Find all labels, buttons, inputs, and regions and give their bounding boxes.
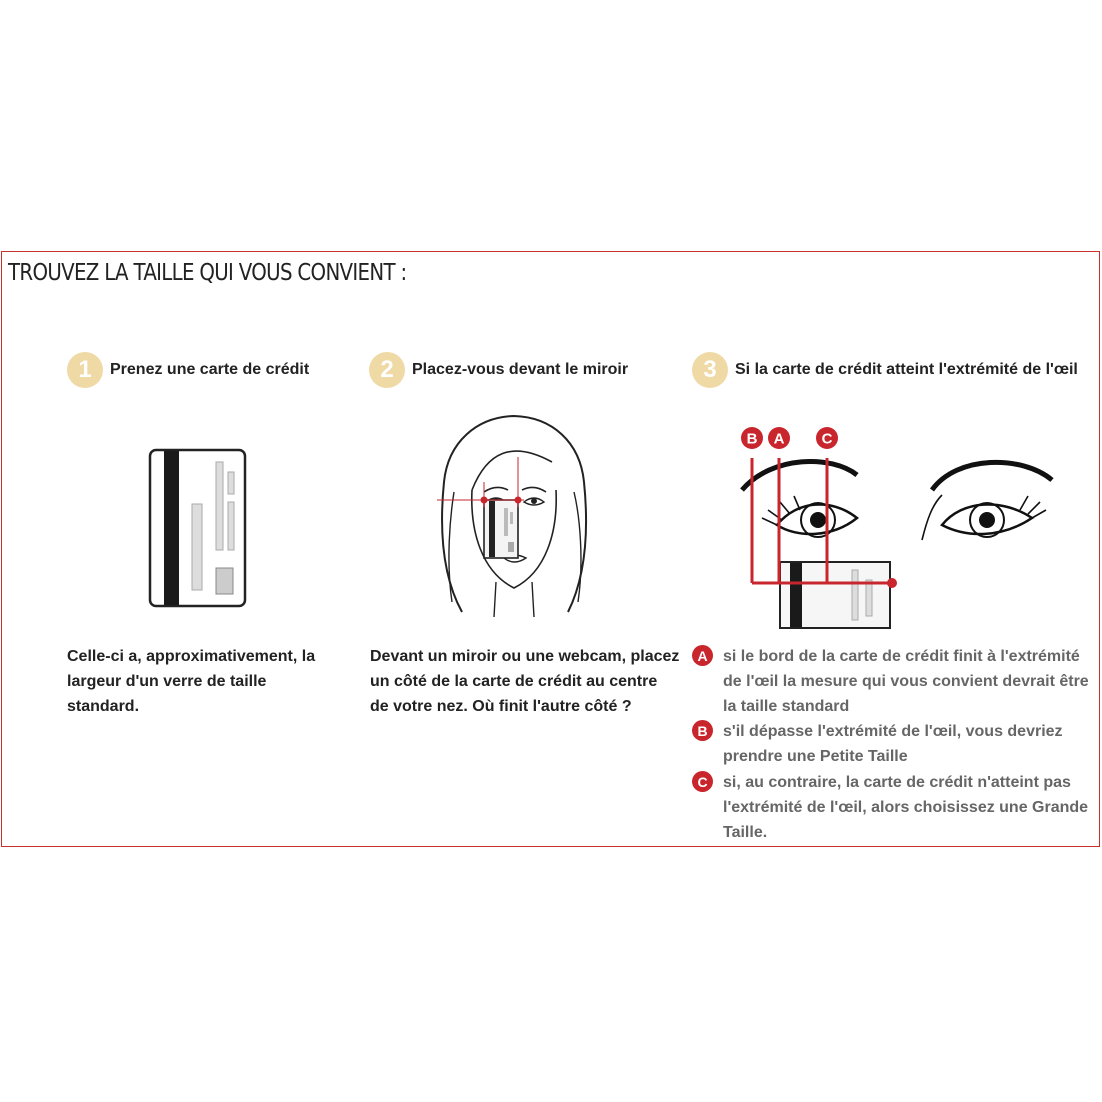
option-b-text: s'il dépasse l'extrémité de l'œil, vous devriez prendre une Petite Taille: [723, 723, 1063, 765]
marker-c: [816, 427, 838, 449]
page-title: TROUVEZ LA TAILLE QUI VOUS CONVIENT :: [8, 260, 407, 286]
svg-text:A: A: [773, 430, 785, 448]
credit-card-icon: [148, 448, 248, 608]
option-c: [692, 770, 1097, 845]
marker-b: [741, 427, 763, 449]
step-3-number: 3: [692, 352, 728, 388]
svg-text:B: B: [746, 430, 758, 448]
svg-text:C: C: [821, 430, 833, 448]
step-2-description: Devant un miroir ou une webcam, placez un côté de la carte de crédit au centre de votre nez. Où finit l'autre côté ?: [370, 648, 680, 715]
step-1-number: 1: [67, 352, 103, 388]
face-with-card-icon: [432, 412, 597, 622]
step-3-title: Si la carte de crédit atteint l'extrémité de l'œil: [735, 361, 1078, 378]
step-2-number: 2: [369, 352, 405, 388]
option-b: [692, 719, 1097, 769]
option-c-text: si, au contraire, la carte de crédit n'atteint pas l'extrémité de l'œil, alors choisissez une Grande Taille.: [723, 774, 1089, 841]
option-b-badge: B: [692, 720, 713, 741]
step-2-header: [369, 352, 628, 388]
option-a-badge: A: [692, 645, 713, 666]
step-1-header: [67, 352, 309, 388]
size-guide-panel: [1, 251, 1100, 847]
step-1-description: Celle-ci a, approximativement, la largeur d'un verre de taille standard.: [67, 648, 316, 715]
marker-a: [768, 427, 790, 449]
step-2-title: Placez-vous devant le miroir: [412, 361, 629, 378]
option-a: [692, 644, 1097, 719]
eyes-measure-icon: [732, 420, 1077, 630]
step-1-title: Prenez une carte de crédit: [110, 361, 310, 378]
option-c-badge: C: [692, 771, 713, 792]
option-a-text: si le bord de la carte de crédit finit à l'extrémité de l'œil la mesure qui vous convient devrait être la taille standard: [723, 648, 1089, 715]
step-3-header: [692, 352, 1078, 388]
